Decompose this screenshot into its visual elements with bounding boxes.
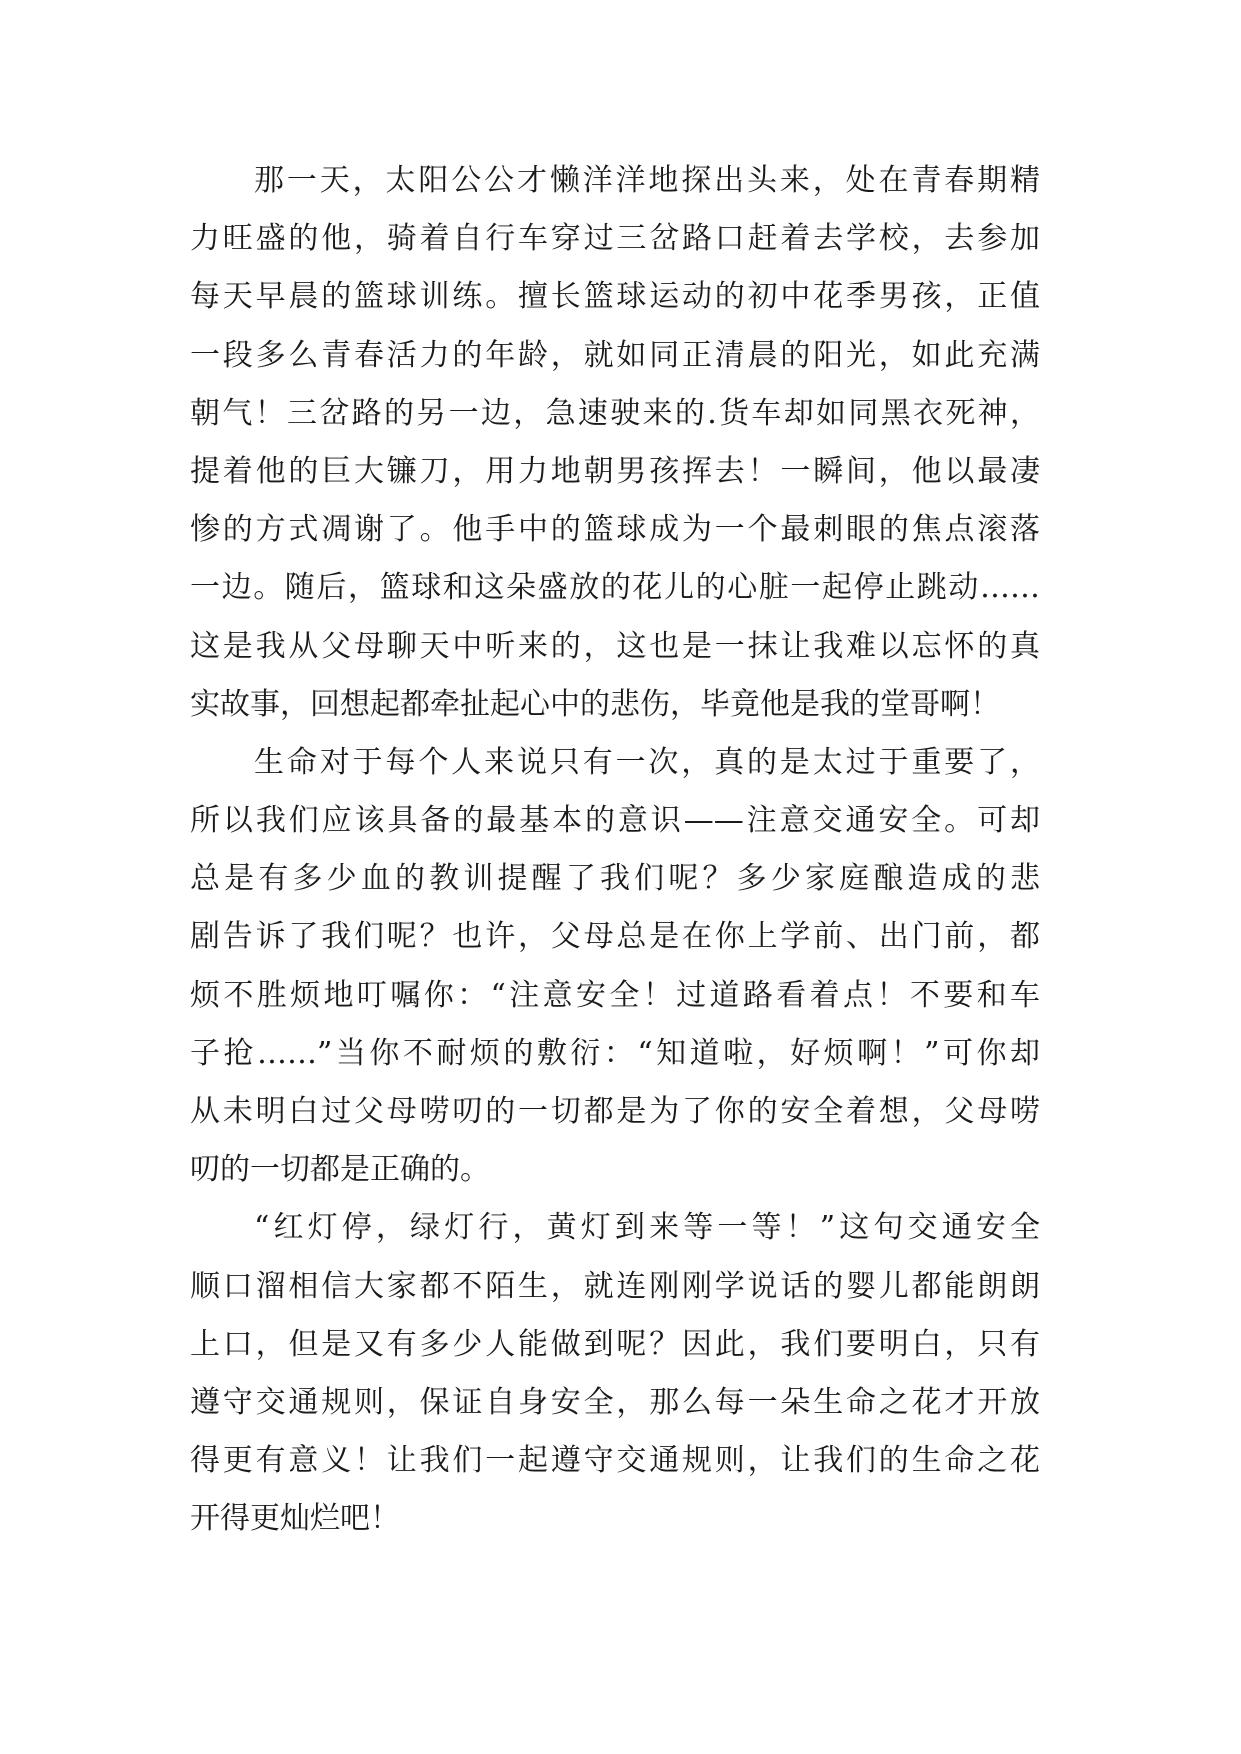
paragraph-line: 所以我们应该具备的最基本的意识——注意交通安全。可却 <box>190 803 1040 839</box>
paragraph-line: 总是有多少血的教训提醒了我们呢？多少家庭酿造成的悲 <box>190 861 1040 897</box>
paragraph-line: 从未明白过父母唠叨的一切都是为了你的安全着想，父母唠 <box>190 1094 1040 1129</box>
paragraph-line: 每天早晨的篮球训练。擅长篮球运动的初中花季男孩，正值 <box>190 279 1040 315</box>
paragraph-line: 烦不胜烦地叮嘱你：“注意安全！过道路看着点！不要和车 <box>190 977 1040 1013</box>
paragraph-line: 遵守交通规则，保证自身安全，那么每一朵生命之花才开放 <box>190 1384 1040 1420</box>
paragraph-line: 子抢……”当你不耐烦的敷衍：“知道啦，好烦啊！”可你却 <box>190 1035 1040 1071</box>
paragraph-line: 开得更灿烂吧！ <box>190 1501 400 1537</box>
paragraph-line: 那一天，太阳公公才懒洋洋地探出头来，处在青春期精 <box>254 163 1040 198</box>
paragraph-line: 剧告诉了我们呢？也许，父母总是在你上学前、出门前，都 <box>190 919 1040 955</box>
paragraph-line: 朝气！三岔路的另一边，急速驶来的.货车却如同黑衣死神， <box>190 395 1040 431</box>
paragraph-3 <box>190 1199 1040 1548</box>
paragraph-line: 一段多么青春活力的年龄，就如同正清晨的阳光，如此充满 <box>190 337 1040 373</box>
paragraph-line: 提着他的巨大镰刀，用力地朝男孩挥去！一瞬间，他以最凄 <box>190 453 1040 489</box>
paragraph-line: 得更有意义！让我们一起遵守交通规则，让我们的生命之花 <box>190 1443 1040 1479</box>
paragraph-2 <box>190 734 1040 1200</box>
paragraph-line: 这是我从父母聊天中听来的，这也是一抹让我难以忘怀的真 <box>190 628 1040 664</box>
paragraph-line: “红灯停，绿灯行，黄灯到来等一等！”这句交通安全 <box>254 1210 1040 1246</box>
article-body <box>190 152 1040 1549</box>
paragraph-line: 叨的一切都是正确的。 <box>190 1152 490 1188</box>
paragraph-line: 力旺盛的他，骑着自行车穿过三岔路口赶着去学校，去参加 <box>190 221 1040 257</box>
paragraph-line: 上口，但是又有多少人能做到呢？因此，我们要明白，只有 <box>190 1326 1040 1362</box>
paragraph-line: 顺口溜相信大家都不陌生，就连刚刚学说话的婴儿都能朗朗 <box>190 1268 1040 1304</box>
paragraph-line: 一边。随后，篮球和这朵盛放的花儿的心脏一起停止跳动…… <box>190 570 1040 606</box>
paragraph-line: 生命对于每个人来说只有一次，真的是太过于重要了， <box>254 744 1040 780</box>
paragraph-line: 实故事，回想起都牵扯起心中的悲伤，毕竟他是我的堂哥啊！ <box>190 686 1000 722</box>
paragraph-1 <box>190 152 1040 734</box>
paragraph-line: 惨的方式凋谢了。他手中的篮球成为一个最刺眼的焦点滚落 <box>190 512 1040 548</box>
